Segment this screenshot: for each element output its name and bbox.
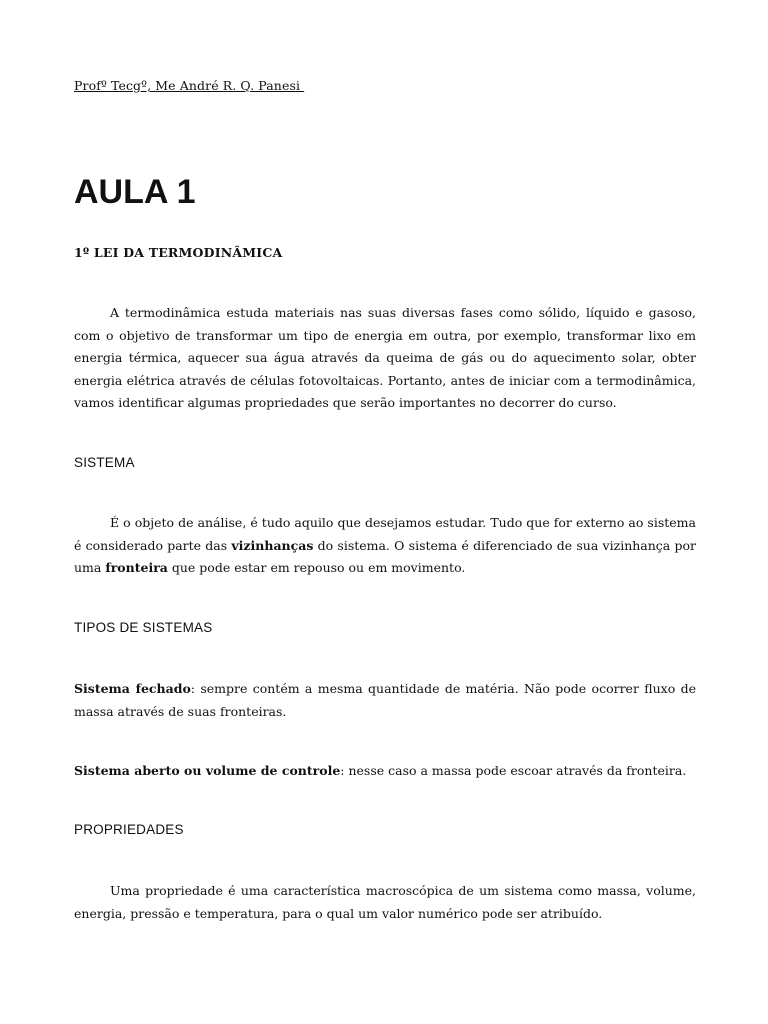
propriedades-paragraph: Uma propriedade é uma característica macroscópica de um sistema como massa, volume, energia, pressão e temperatura, para o qual um valor numérico pode ser atribuído.: [74, 883, 696, 921]
term-sistema-aberto: Sistema aberto ou volume de controle: [74, 763, 341, 778]
document-page: [74, 0, 696, 1024]
section-heading-sistema: SISTEMA: [74, 455, 135, 470]
sistema-aberto-paragraph: [74, 760, 696, 783]
sistema-paragraph: [74, 512, 696, 580]
author-line: Profº Tecgº, Me André R. Q. Panesi: [74, 78, 305, 93]
sistema-fechado-paragraph: [74, 678, 696, 723]
term-vizinhancas: vizinhanças: [231, 537, 314, 553]
term-sistema-fechado: Sistema fechado: [74, 681, 191, 696]
term-fronteira: fronteira: [105, 560, 168, 575]
sistema-text-1: É o objeto de análise, é tudo aquilo que desejamos estudar. Tudo que for externo ao sistema é considerado parte das: [74, 515, 696, 553]
section-heading-tipos: TIPOS DE SISTEMAS: [74, 620, 213, 635]
sistema-fechado-text: : sempre contém a mesma quantidade de matéria. Não pode ocorrer fluxo de massa através de suas fronteiras.: [74, 681, 696, 719]
section-heading-propriedades: PROPRIEDADES: [74, 822, 184, 837]
sistema-text-3: que pode estar em repouso ou em movimento.: [167, 560, 466, 575]
sistema-text-2: do sistema. O sistema é diferenciado de sua vizinhança por uma: [74, 537, 696, 575]
sistema-aberto-text: : nesse caso a massa pode escoar através da fronteira.: [340, 763, 687, 778]
intro-paragraph: A termodinâmica estuda materiais nas suas diversas fases como sólido, líquido e gasoso, com o objetivo de transformar um tipo de energia em outra, por exemplo, transformar lixo em energia térmica, aquecer sua água através da queima de gás ou do aquecimento solar, obter energia elétrica através de células fotovoltaicas. Portanto, antes de iniciar com a termodinâmica, vamos identificar algumas propriedades que serão importantes no decorrer do curso.: [74, 305, 696, 410]
lesson-title: AULA 1: [74, 173, 196, 211]
law-heading: 1º LEI DA TERMODINÂMICA: [74, 245, 283, 260]
